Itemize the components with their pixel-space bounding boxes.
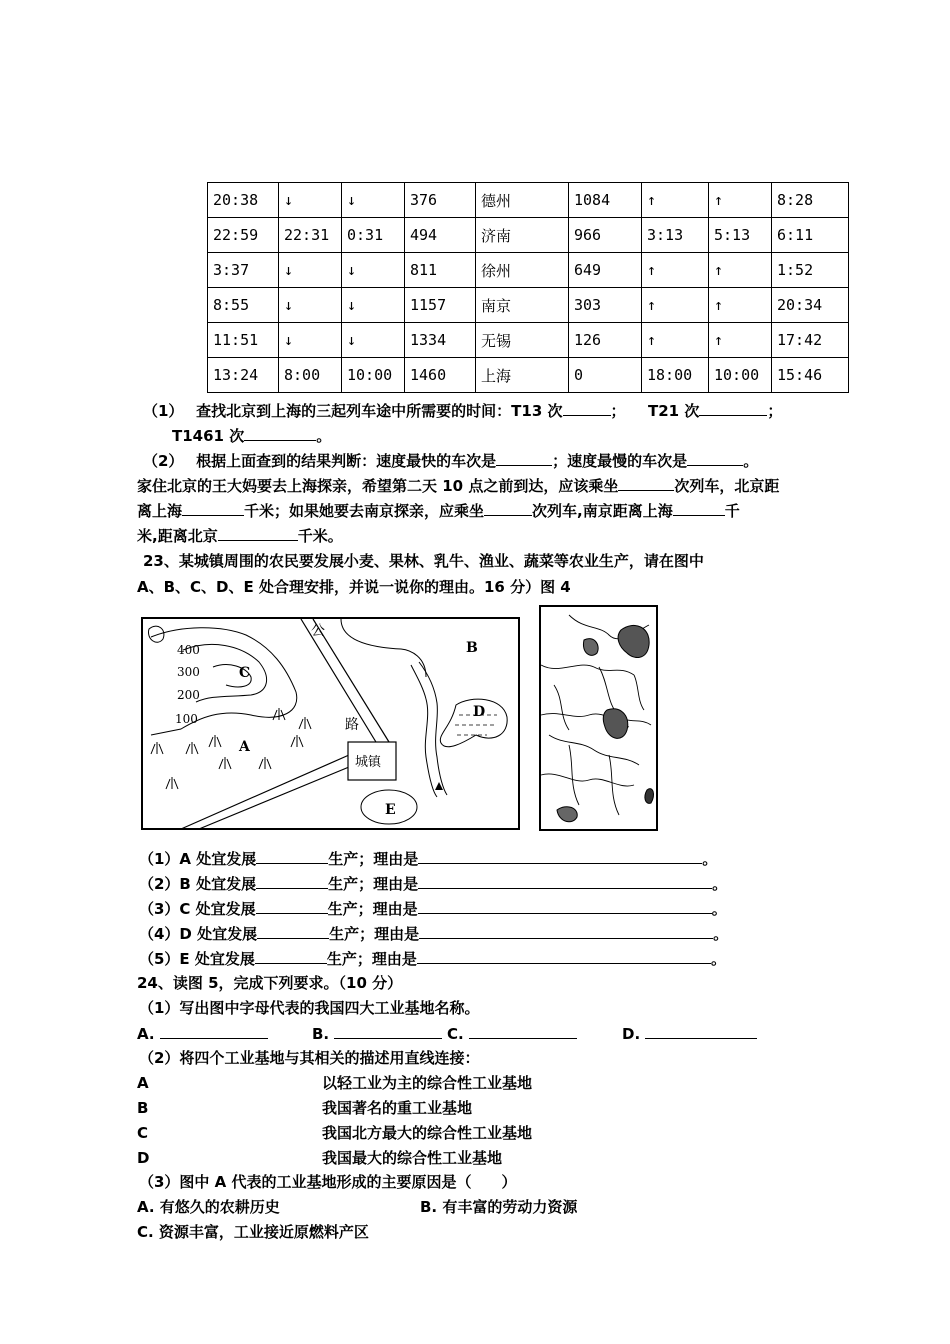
q23-item-text: （3）C 处宜发展: [139, 900, 256, 918]
q23-item-text2: 生产；理由是: [327, 900, 418, 918]
timetable-cell: ↑: [642, 323, 709, 358]
timetable-cell: ↓: [342, 288, 405, 323]
choice-a[interactable]: A. 有悠久的农耕历史: [137, 1198, 280, 1216]
q23-item-text: （2）B 处宜发展: [139, 875, 257, 893]
hilltop-contour: [148, 626, 163, 642]
match-right-3[interactable]: 我国北方最大的综合性工业基地: [322, 1124, 533, 1142]
q23-item-text3: 。: [702, 850, 718, 868]
q22-p1-text4: T1461 次: [172, 427, 245, 445]
timetable-cell: 10:00: [342, 358, 405, 393]
option-letter: B.: [312, 1025, 330, 1043]
answer-blank[interactable]: [673, 501, 725, 516]
q22-l4-text3: 次列车,南京距离上海: [532, 502, 673, 520]
q22-l4-text4: 千: [724, 502, 740, 520]
timetable-cell: 11:51: [208, 323, 279, 358]
q23-item-text3: 。: [713, 925, 729, 943]
option-letter: C.: [447, 1025, 464, 1043]
q22-p2-text: （2） 根据上面查到的结果判断：速度最快的车次是: [143, 452, 497, 470]
hill-outline: [341, 619, 426, 677]
q22-p2-text2: ；速度最慢的车次是: [552, 452, 688, 470]
q22-p1-text2: ； T21 次: [610, 402, 700, 420]
q22-line3: [137, 476, 779, 496]
q23-item-2: [139, 874, 727, 894]
timetable-cell: ↓: [279, 323, 342, 358]
label-e: E: [385, 802, 396, 818]
q23-line1: 23、某城镇周围的农民要发展小麦、果林、乳牛、渔业、蔬菜等农业生产，请在图中: [143, 552, 704, 570]
answer-blank[interactable]: [618, 476, 674, 491]
q22-line5: [137, 526, 343, 546]
q24-title: 24、读图 5，完成下列要求。（10 分）: [137, 974, 403, 992]
q23-item-text2: 生产；理由是: [328, 875, 419, 893]
answer-blank[interactable]: [160, 1024, 268, 1039]
answer-blank[interactable]: [419, 924, 713, 939]
q23-item-5: [139, 949, 726, 969]
answer-blank[interactable]: [496, 451, 552, 466]
q22-l4-text: 离上海: [137, 502, 183, 520]
road-label-2: 路: [345, 717, 359, 733]
answer-blank[interactable]: [418, 899, 712, 914]
q24-option-b: [312, 1024, 442, 1044]
timetable-cell: 126: [569, 323, 642, 358]
q24-option-a: [137, 1024, 268, 1044]
match-left-b[interactable]: B: [137, 1099, 149, 1117]
timetable-row: [208, 358, 849, 393]
q22-l4-text2: 千米；如果她要去南京探亲，应乘坐: [244, 502, 485, 520]
timetable-cell: ↓: [279, 288, 342, 323]
answer-blank[interactable]: [418, 849, 702, 864]
answer-blank[interactable]: [687, 451, 743, 466]
choice-b[interactable]: B. 有丰富的劳动力资源: [420, 1198, 578, 1216]
answer-blank[interactable]: [418, 874, 712, 889]
answer-blank[interactable]: [256, 899, 328, 914]
timetable-cell: 8:55: [208, 288, 279, 323]
timetable-cell: 17:42: [772, 323, 849, 358]
train-timetable: [207, 182, 849, 393]
choice-c[interactable]: C. 资源丰富，工业接近原燃料产区: [137, 1223, 369, 1241]
timetable-cell: 18:00: [642, 358, 709, 393]
q24-part2: （2）将四个工业基地与其相关的描述用直线连接：: [139, 1049, 480, 1067]
timetable-cell: 13:24: [208, 358, 279, 393]
timetable-cell: ↓: [279, 183, 342, 218]
timetable-cell: ↑: [709, 253, 772, 288]
timetable-cell: 0: [569, 358, 642, 393]
answer-blank[interactable]: [699, 401, 767, 416]
q23-line2: A、B、C、D、E 处合理安排，并说一说你的理由。16 分）图 4: [137, 578, 571, 596]
timetable-row: [208, 183, 849, 218]
timetable-cell: 10:00: [709, 358, 772, 393]
contour-label-100: 100: [175, 712, 198, 726]
label-a: A: [239, 739, 250, 755]
timetable-cell: 22:31: [279, 218, 342, 253]
timetable-cell: ↑: [709, 288, 772, 323]
q22-p1-text: （1） 查找北京到上海的三起列车途中所需要的时间：T13 次: [143, 402, 563, 420]
match-left-d[interactable]: D: [137, 1149, 150, 1167]
q24-option-c: [447, 1024, 577, 1044]
timetable-cell: 303: [569, 288, 642, 323]
contour-label-200: 200: [177, 688, 200, 702]
timetable-cell: ↑: [709, 323, 772, 358]
answer-blank[interactable]: [244, 426, 316, 441]
answer-blank[interactable]: [334, 1024, 442, 1039]
timetable-cell: ↑: [709, 183, 772, 218]
island: [645, 789, 654, 804]
answer-blank[interactable]: [182, 501, 244, 516]
timetable-cell: ↑: [642, 183, 709, 218]
timetable-cell: ↑: [642, 253, 709, 288]
timetable-cell: 德州: [476, 183, 569, 218]
q22-part2: [143, 451, 758, 471]
timetable-cell: 1460: [405, 358, 476, 393]
match-right-2[interactable]: 我国著名的重工业基地: [322, 1099, 473, 1117]
q23-item-text: （4）D 处宜发展: [139, 925, 258, 943]
q24-option-d: [622, 1024, 757, 1044]
q23-item-1: [139, 849, 717, 869]
answer-blank[interactable]: [218, 526, 298, 541]
q23-item-text2: 生产；理由是: [328, 850, 419, 868]
timetable-cell: ↓: [342, 253, 405, 288]
answer-blank[interactable]: [417, 949, 711, 964]
timetable-cell: 3:37: [208, 253, 279, 288]
answer-blank[interactable]: [257, 924, 329, 939]
q22-p1-text5: 。: [316, 427, 332, 445]
match-left-a[interactable]: A: [137, 1074, 149, 1092]
timetable-cell: 1084: [569, 183, 642, 218]
road-label-1: 公: [311, 623, 325, 639]
timetable-cell: 济南: [476, 218, 569, 253]
q24-part3: （3）图中 A 代表的工业基地形成的主要原因是（ ）: [139, 1173, 517, 1191]
timetable-cell: 0:31: [342, 218, 405, 253]
timetable-cell: 1334: [405, 323, 476, 358]
timetable-cell: 20:38: [208, 183, 279, 218]
q22-l3-text: 家住北京的王大妈要去上海探亲，希望第二天 10 点之前到达，应该乘坐: [137, 477, 619, 495]
timetable-row: [208, 323, 849, 358]
option-letter: A.: [137, 1025, 155, 1043]
q23-item-text: （1）A 处宜发展: [139, 850, 257, 868]
q23-item-text: （5）E 处宜发展: [139, 950, 255, 968]
timetable-cell: 15:46: [772, 358, 849, 393]
china-east-map: [539, 605, 658, 831]
industrial-base-hatch: [603, 709, 628, 739]
timetable-cell: ↓: [342, 183, 405, 218]
timetable-cell: 6:11: [772, 218, 849, 253]
answer-blank[interactable]: [469, 1024, 577, 1039]
q23-item-text3: 。: [710, 950, 726, 968]
contour-label-400: 400: [177, 643, 200, 657]
contour-line: [151, 628, 297, 735]
answer-blank[interactable]: [645, 1024, 757, 1039]
q23-item-text3: 。: [711, 900, 727, 918]
option-letter: D.: [622, 1025, 641, 1043]
q23-item-text3: 。: [712, 875, 728, 893]
label-c: C: [239, 665, 251, 681]
timetable-cell: 376: [405, 183, 476, 218]
answer-blank[interactable]: [256, 849, 328, 864]
timetable-cell: 811: [405, 253, 476, 288]
q22-p1-text3: ；: [767, 402, 783, 420]
q23-item-3: [139, 899, 727, 919]
q23-item-text2: 生产；理由是: [326, 950, 417, 968]
timetable-cell: 南京: [476, 288, 569, 323]
timetable-cell: 上海: [476, 358, 569, 393]
timetable-cell: 徐州: [476, 253, 569, 288]
timetable-cell: 3:13: [642, 218, 709, 253]
timetable-cell: 494: [405, 218, 476, 253]
timetable-cell: 8:28: [772, 183, 849, 218]
timetable-cell: 22:59: [208, 218, 279, 253]
label-d: D: [473, 704, 486, 720]
timetable-cell: 5:13: [709, 218, 772, 253]
river-bank: [411, 665, 437, 797]
timetable-cell: ↓: [342, 323, 405, 358]
timetable-cell: 无锡: [476, 323, 569, 358]
industrial-base-hatch: [557, 807, 577, 822]
q22-line4: [137, 501, 740, 521]
q22-l3-text2: 次列车，北京距: [674, 477, 780, 495]
q23-item-4: [139, 924, 728, 944]
town-surroundings-map: [141, 617, 520, 830]
match-right-1[interactable]: 以轻工业为主的综合性工业基地: [322, 1074, 533, 1092]
q24-part1: （1）写出图中字母代表的我国四大工业基地名称。: [139, 999, 480, 1017]
timetable-cell: 1:52: [772, 253, 849, 288]
town-label: 城镇: [355, 755, 382, 770]
industrial-base-hatch: [618, 625, 649, 657]
timetable-row: [208, 253, 849, 288]
q22-part1-cont: [172, 426, 331, 446]
timetable-body: [208, 183, 849, 393]
timetable-row: [208, 218, 849, 253]
river-bank: [419, 662, 447, 795]
q22-l5-text2: 千米。: [297, 527, 343, 545]
label-b: B: [466, 640, 478, 656]
match-left-c[interactable]: C: [137, 1124, 149, 1142]
answer-blank[interactable]: [563, 401, 611, 416]
q22-l5-text: 米,距离北京: [137, 527, 218, 545]
q22-part1: [143, 401, 782, 421]
timetable-row: [208, 288, 849, 323]
timetable-cell: 966: [569, 218, 642, 253]
timetable-cell: 20:34: [772, 288, 849, 323]
answer-blank[interactable]: [256, 874, 328, 889]
match-right-4[interactable]: 我国最大的综合性工业基地: [322, 1149, 503, 1167]
q23-item-text2: 生产；理由是: [329, 925, 420, 943]
timetable-cell: 1157: [405, 288, 476, 323]
answer-blank[interactable]: [255, 949, 327, 964]
timetable-cell: ↓: [279, 253, 342, 288]
contour-label-300: 300: [177, 665, 200, 679]
answer-blank[interactable]: [484, 501, 532, 516]
timetable-cell: 649: [569, 253, 642, 288]
timetable-cell: 8:00: [279, 358, 342, 393]
industrial-base-hatch: [583, 639, 598, 656]
road-edge: [199, 767, 349, 829]
q22-p2-text3: 。: [743, 452, 759, 470]
timetable-cell: ↑: [642, 288, 709, 323]
